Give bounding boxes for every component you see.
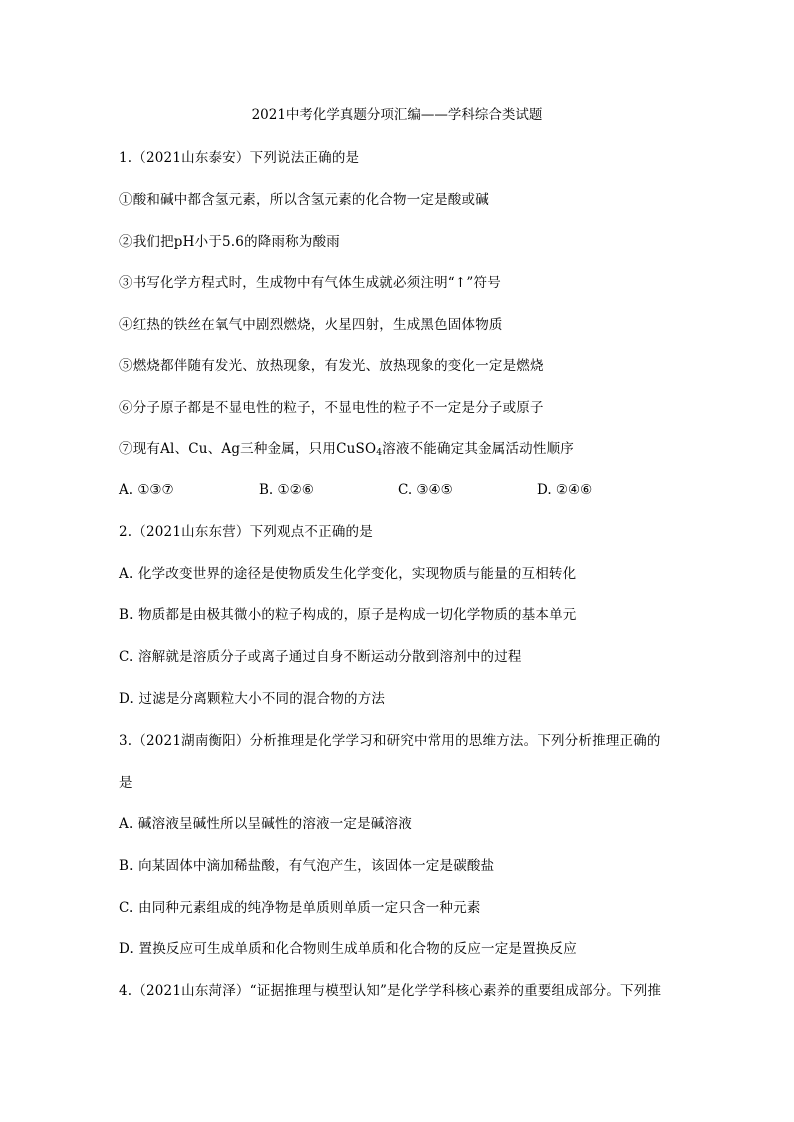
document-title: 2021中考化学真题分项汇编——学科综合类试题 bbox=[251, 107, 543, 123]
question-1-item-5: ⑤燃烧都伴随有发光、放热现象，有发光、放热现象的变化一定是燃烧 bbox=[119, 358, 544, 374]
question-2-option-c: C. 溶解就是溶质分子或离子通过自身不断运动分散到溶剂中的过程 bbox=[119, 649, 522, 665]
question-1-option-a: A. ①③⑦ bbox=[119, 482, 174, 498]
question-1-option-b: B. ①②⑥ bbox=[259, 482, 314, 498]
question-3-option-b: B. 向某固体中滴加稀盐酸，有气泡产生，该固体一定是碳酸盐 bbox=[119, 858, 495, 874]
question-1-item-7-subscript: 4 bbox=[376, 448, 383, 458]
question-3-option-c: C. 由同种元素组成的纯净物是单质则单质一定只含一种元素 bbox=[119, 900, 481, 916]
question-1-item-2: ②我们把pH小于5.6的降雨称为酸雨 bbox=[119, 234, 340, 250]
question-1-stem: 1.（2021山东泰安）下列说法正确的是 bbox=[119, 150, 360, 166]
question-1-item-7-text-post: 溶液不能确定其金属活动性顺序 bbox=[382, 441, 574, 457]
question-2-stem: 2.（2021山东东营）下列观点不正确的是 bbox=[119, 524, 373, 540]
question-4-stem-line-1: 4.（2021山东菏泽）“证据推理与模型认知”是化学学科核心素养的重要组成部分。下列推 bbox=[119, 983, 662, 999]
question-1-item-7 bbox=[119, 439, 574, 459]
question-1-item-3: ③书写化学方程式时，生成物中有气体生成就必须注明“↑”符号 bbox=[119, 275, 501, 291]
question-3-stem-line-1: 3.（2021湖南衡阳）分析推理是化学学习和研究中常用的思维方法。下列分析推理正确的 bbox=[119, 733, 661, 749]
question-1-item-4: ④红热的铁丝在氧气中剧烈燃烧，火星四射，生成黑色固体物质 bbox=[119, 317, 503, 333]
question-1-item-7-text-pre: ⑦现有Al、Cu、Ag三种金属，只用CuSO bbox=[119, 441, 377, 457]
question-1-item-1: ①酸和碱中都含氢元素，所以含氢元素的化合物一定是酸或碱 bbox=[119, 192, 489, 208]
question-1-options bbox=[119, 480, 679, 500]
question-3-option-a: A. 碱溶液呈碱性所以呈碱性的溶液一定是碱溶液 bbox=[119, 816, 412, 832]
question-1-item-6: ⑥分子原子都是不显电性的粒子，不显电性的粒子不一定是分子或原子 bbox=[119, 400, 544, 416]
question-1-option-c: C. ③④⑤ bbox=[398, 482, 453, 498]
question-3-stem-line-2: 是 bbox=[119, 775, 133, 791]
question-2-option-d: D. 过滤是分离颗粒大小不同的混合物的方法 bbox=[119, 691, 386, 707]
question-2-option-b: B. 物质都是由极其微小的粒子构成的，原子是构成一切化学物质的基本单元 bbox=[119, 607, 577, 623]
question-1-option-d: D. ②④⑥ bbox=[537, 482, 593, 498]
question-2-option-a: A. 化学改变世界的途径是使物质发生化学变化，实现物质与能量的互相转化 bbox=[119, 566, 577, 582]
question-3-option-d: D. 置换反应可生成单质和化合物则生成单质和化合物的反应一定是置换反应 bbox=[119, 941, 577, 957]
